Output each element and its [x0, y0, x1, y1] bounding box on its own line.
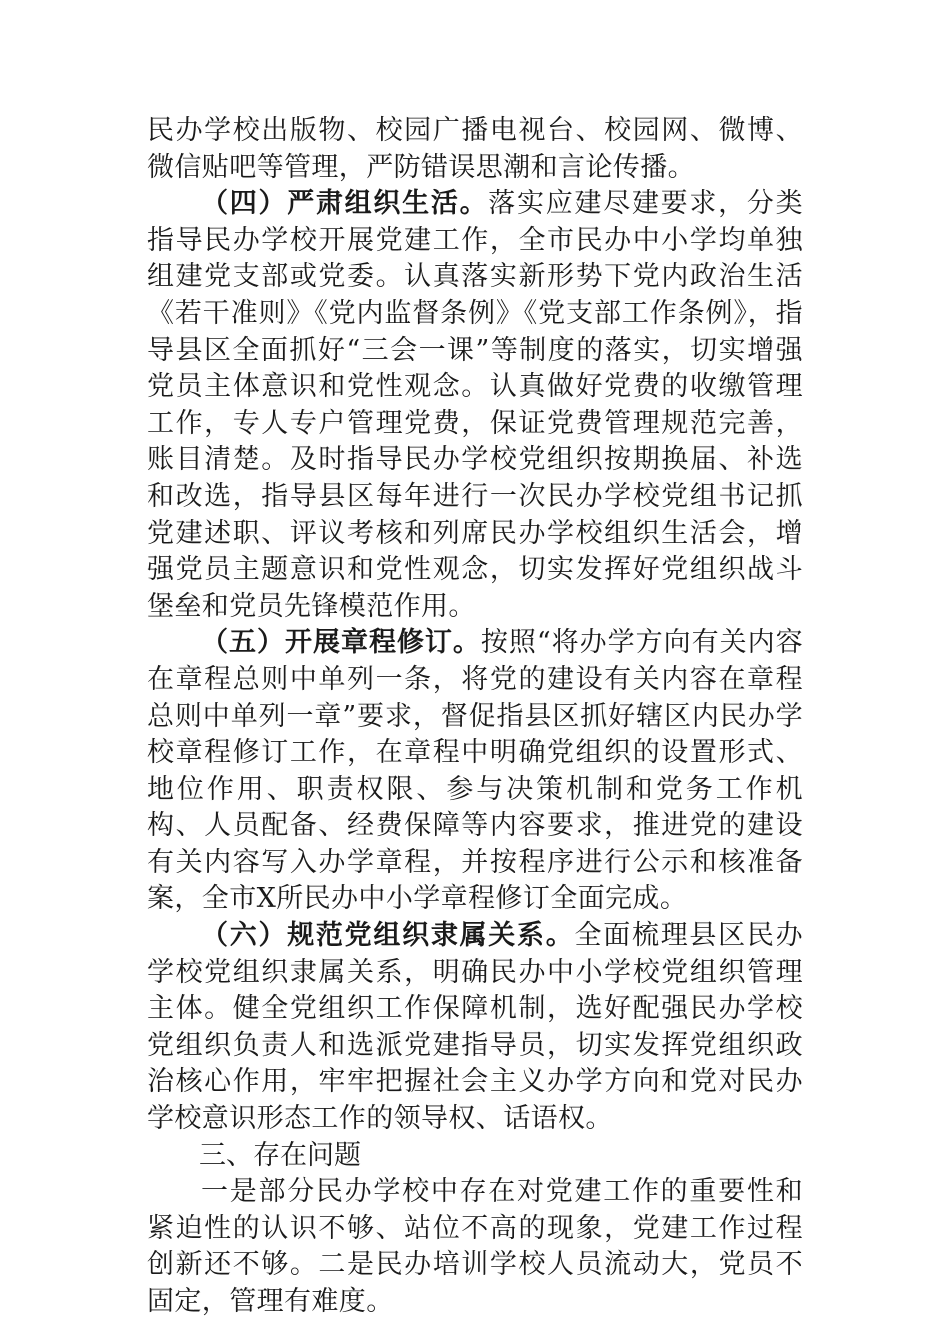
paragraph-lead-charter-revision: （五）开展章程修订。: [201, 627, 481, 659]
paragraph-affiliation: [147, 918, 803, 1138]
paragraph-charter-revision: [147, 625, 803, 918]
paragraph-continuation: 民办学校出版物、校园广播电视台、校园网、微博、微信贴吧等管理，严防错误思潮和言论传播。: [147, 115, 803, 183]
paragraph-lead-affiliation: （六）规范党组织隶属关系。: [201, 920, 575, 952]
paragraph-problems: 一是部分民办学校中存在对党建工作的重要性和紧迫性的认识不够、站位不高的现象，党建工作过程创新还不够。二是民办培训学校人员流动大，党员不固定，管理有难度。: [147, 1176, 803, 1317]
paragraph-body-organizational-life: 落实应建尽建要求，分类指导民办学校开展党建工作，全市民办中小学均单独组建党支部或党委。认真落实新形势下党内政治生活《若干准则》《党内监督条例》《党支部工作条例》，指导县区全面抓好“三会一课”等制度的落实，切实增强党员主体意识和党性观念。认真做好党费的收缴管理工作，专人专户管理党费，保证党费管理规范完善，账目清楚。及时指导民办学校党组织按期换届、补选和改选，指导县区每年进行一次民办学校党组书记抓党建述职、评议考核和列席民办学校组织生活会，增强党员主题意识和党性观念，切实发挥好党组织战斗堡垒和党员先锋模范作用。: [147, 188, 803, 622]
section-heading-problems: 三、存在问题: [199, 1139, 361, 1171]
paragraph-body-charter-revision: 按照“将办学方向有关内容在章程总则中单列一条，将党的建设有关内容在章程总则中单列一章”要求，督促指县区抓好辖区内民办学校章程修订工作，在章程中明确党组织的设置形式、地位作用、职责权限、参与决策机制和党务工作机构、人员配备、经费保障等内容要求，推进党的建设有关内容写入办学章程，并按程序进行公示和核准备案，全市X所民办中小学章程修订全面完成。: [147, 627, 803, 915]
document-page: [147, 113, 803, 1321]
paragraph-organizational-life: [147, 186, 803, 625]
paragraph-lead-organizational-life: （四）严肃组织生活。: [201, 188, 489, 220]
paragraph-body-affiliation: 全面梳理县区民办学校党组织隶属关系，明确民办中小学校党组织管理主体。健全党组织工作保障机制，选好配强民办学校党组织负责人和选派党建指导员，切实发挥党组织政治核心作用，牢牢把握社会主义办学方向和党对民办学校意识形态工作的领导权、话语权。: [147, 920, 804, 1135]
